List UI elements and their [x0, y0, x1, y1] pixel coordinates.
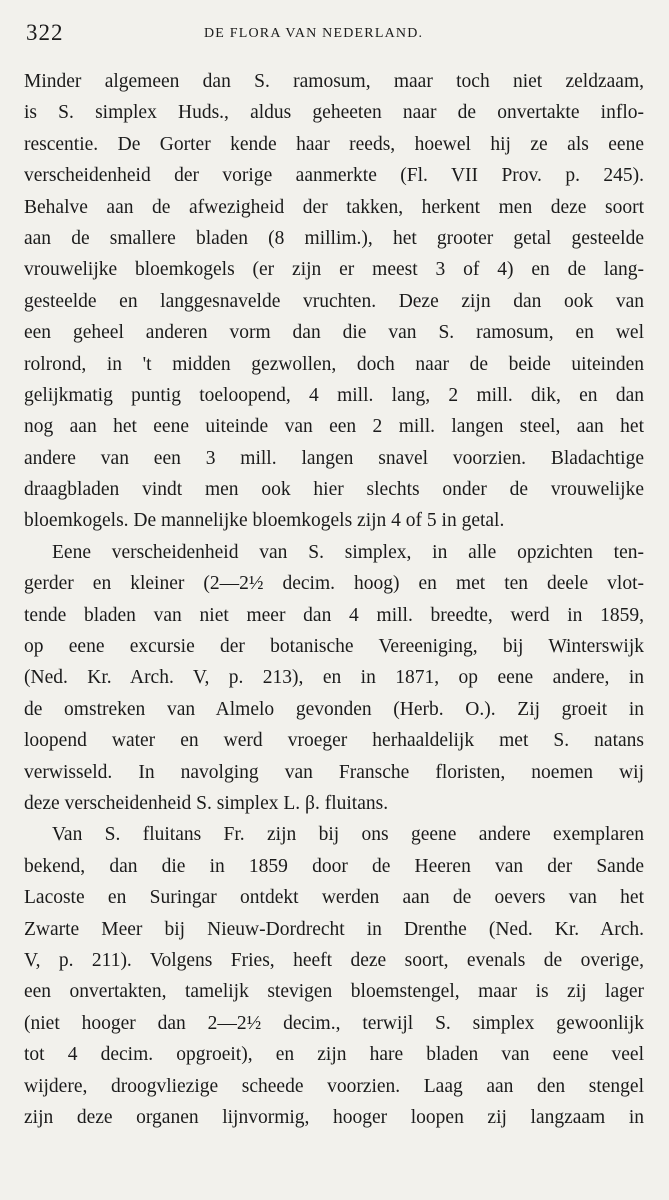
text-line: Van S. fluitans Fr. zijn bij ons geene andere exemplaren [52, 824, 644, 846]
body-text [24, 66, 644, 1133]
text-line: verwisseld. In navolging van Fransche floristen, noemen wij [24, 761, 644, 783]
text-line: de omstreken van Almelo gevonden (Herb. O.). Zij groeit in [24, 698, 644, 720]
text-line: op eene excursie der botanische Vereeniging, bij Winterswijk [24, 636, 644, 658]
text-line: Lacoste en Suringar ontdekt werden aan de oevers van het [24, 887, 644, 909]
page-number: 322 [26, 20, 64, 45]
text-line: gerder en kleiner (2—2½ decim. hoog) en met ten deele vlot- [24, 573, 644, 595]
text-line: draagbladen vindt men ook hier slechts onder de vrouwelijke [24, 479, 644, 501]
text-line: Minder algemeen dan S. ramosum, maar toch niet zeldzaam, [24, 71, 644, 92]
text-line: bloemkogels. De mannelijke bloemkogels zijn 4 of 5 in getal. [24, 510, 505, 532]
text-line: gelijkmatig puntig toeloopend, 4 mill. lang, 2 mill. dik, en dan [24, 384, 644, 406]
text-line: aan de smallere bladen (8 millim.), het grooter getal gesteelde [24, 227, 644, 249]
text-line: deze verscheidenheid S. simplex L. β. fluitans. [24, 792, 389, 814]
text-line: verscheidenheid der vorige aanmerkte (Fl. VII Prov. p. 245). [24, 165, 644, 187]
text-line: Eene verscheidenheid van S. simplex, in alle opzichten ten- [52, 541, 644, 563]
text-line: een geheel anderen vorm dan die van S. ramosum, en wel [24, 322, 644, 344]
running-title: DE FLORA VAN NEDERLAND. [204, 26, 424, 41]
text-line: Zwarte Meer bij Nieuw-Dordrecht in Drenthe (Ned. Kr. Arch. [24, 918, 644, 940]
text-line: vrouwelijke bloemkogels (er zijn er meest 3 of 4) en de lang- [24, 259, 644, 281]
text-line: (niet hooger dan 2—2½ decim., terwijl S. simplex gewoonlijk [24, 1012, 644, 1034]
text-line: tende bladen van niet meer dan 4 mill. breedte, werd in 1859, [24, 604, 644, 626]
text-line: loopend water en werd vroeger herhaaldelijk met S. natans [24, 730, 644, 752]
text-line: zijn deze organen lijnvormig, hooger loopen zij langzaam in [24, 1106, 644, 1128]
text-line: een onvertakten, tamelijk stevigen bloemstengel, maar is zij lager [24, 981, 644, 1003]
text-line: wijdere, droogvliezige scheede voorzien. Laag aan den stengel [24, 1075, 644, 1097]
text-line: nog aan het eene uiteinde van een 2 mill. langen steel, aan het [24, 416, 644, 438]
page-header [26, 20, 629, 50]
text-line: tot 4 decim. opgroeit), en zijn hare bladen van eene veel [24, 1044, 644, 1066]
text-line: Behalve aan de afwezigheid der takken, herkent men deze soort [24, 196, 644, 218]
text-line: (Ned. Kr. Arch. V, p. 213), en in 1871, op eene andere, in [24, 667, 644, 689]
text-line: gesteelde en langgesnavelde vruchten. Deze zijn dan ook van [24, 290, 644, 312]
text-line: is S. simplex Huds., aldus geheeten naar de onvertakte inflo- [24, 102, 644, 124]
text-line: rolrond, in 't midden gezwollen, doch naar de beide uiteinden [24, 353, 644, 375]
text-line: rescentie. De Gorter kende haar reeds, hoewel hij ze als eene [24, 133, 644, 155]
text-line: bekend, dan die in 1859 door de Heeren van der Sande [24, 855, 644, 877]
text-line: V, p. 211). Volgens Fries, heeft deze soort, evenals de overige, [24, 949, 644, 971]
text-line: andere van een 3 mill. langen snavel voorzien. Bladachtige [24, 447, 644, 469]
